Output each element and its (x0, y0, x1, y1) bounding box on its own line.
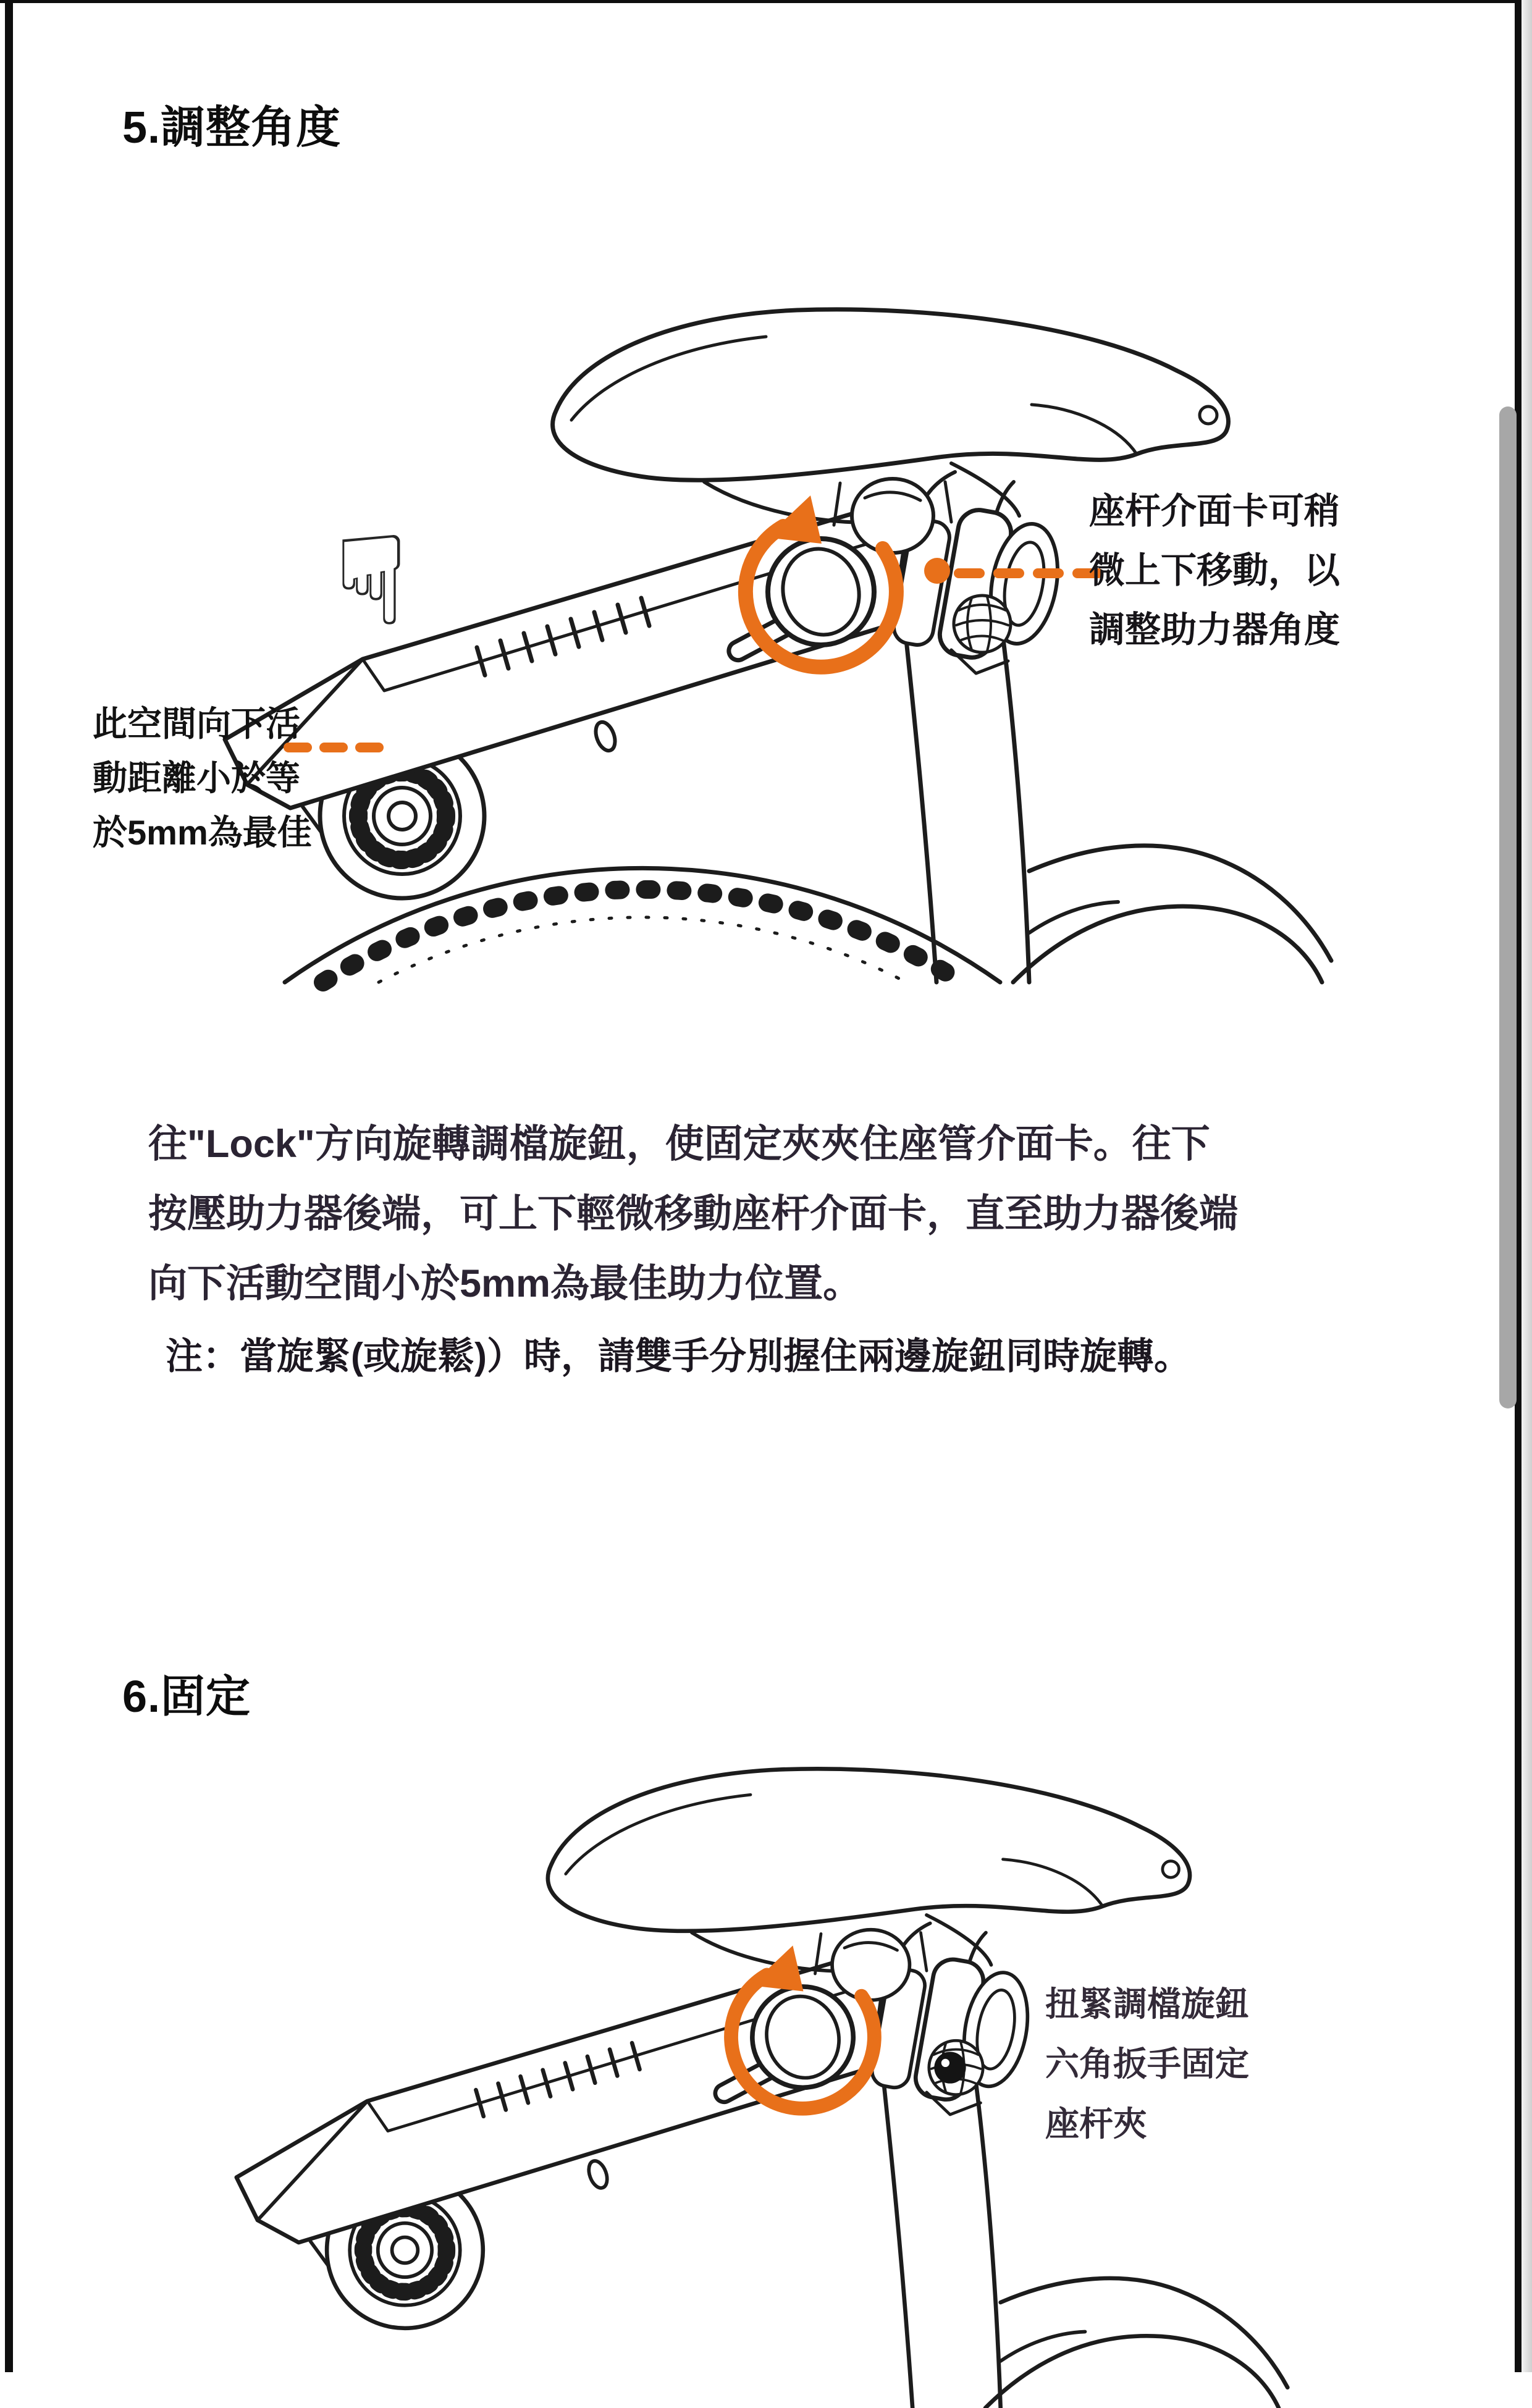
callout-line: 動距離小於等 (93, 759, 300, 798)
scrollbar-track[interactable] (1521, 0, 1532, 2372)
hex-bolt (934, 2052, 966, 2083)
callout-line: 微上下移動，以 (1089, 550, 1340, 591)
instruction-line: 往"Lock"方向旋轉調檔旋鈕，使固定夾夾住座管介面卡。往下 (148, 1122, 1210, 1166)
callout-interface-card (1089, 482, 1340, 660)
instruction-paragraph (148, 1109, 1238, 1319)
callout-line: 此空間向下活 (93, 704, 300, 743)
callout-line: 六角扳手固定 (1045, 2045, 1250, 2083)
instruction-line: 按壓助力器後端，可上下輕微移動座杆介面卡，直至助力器後端 (148, 1192, 1238, 1236)
callout-line: 調整助力器角度 (1089, 610, 1340, 650)
callout-line: 座杆夾 (1045, 2105, 1148, 2143)
callout-clearance (93, 697, 312, 860)
callout-line: 於5mm為最佳 (93, 813, 312, 852)
section-6-title: 6.固定 (122, 1672, 251, 1722)
page-border-top (0, 0, 1532, 3)
instruction-line: 向下活動空間小於5mm為最佳助力位置。 (148, 1262, 862, 1305)
instruction-note: 注：當旋緊(或旋鬆)）時，請雙手分別握住兩邊旋鈕同時旋轉。 (166, 1336, 1191, 1377)
hand-pointer-icon: ☟ (334, 510, 409, 654)
callout-fixation (1045, 1974, 1249, 2154)
callout-line: 扭緊調檔旋鈕 (1045, 1985, 1250, 2023)
scrollbar-thumb[interactable] (1499, 406, 1517, 1408)
section-5-title: 5.調整角度 (122, 103, 342, 153)
page-border-left (5, 0, 13, 2372)
callout-line: 座杆介面卡可稍 (1089, 491, 1340, 531)
